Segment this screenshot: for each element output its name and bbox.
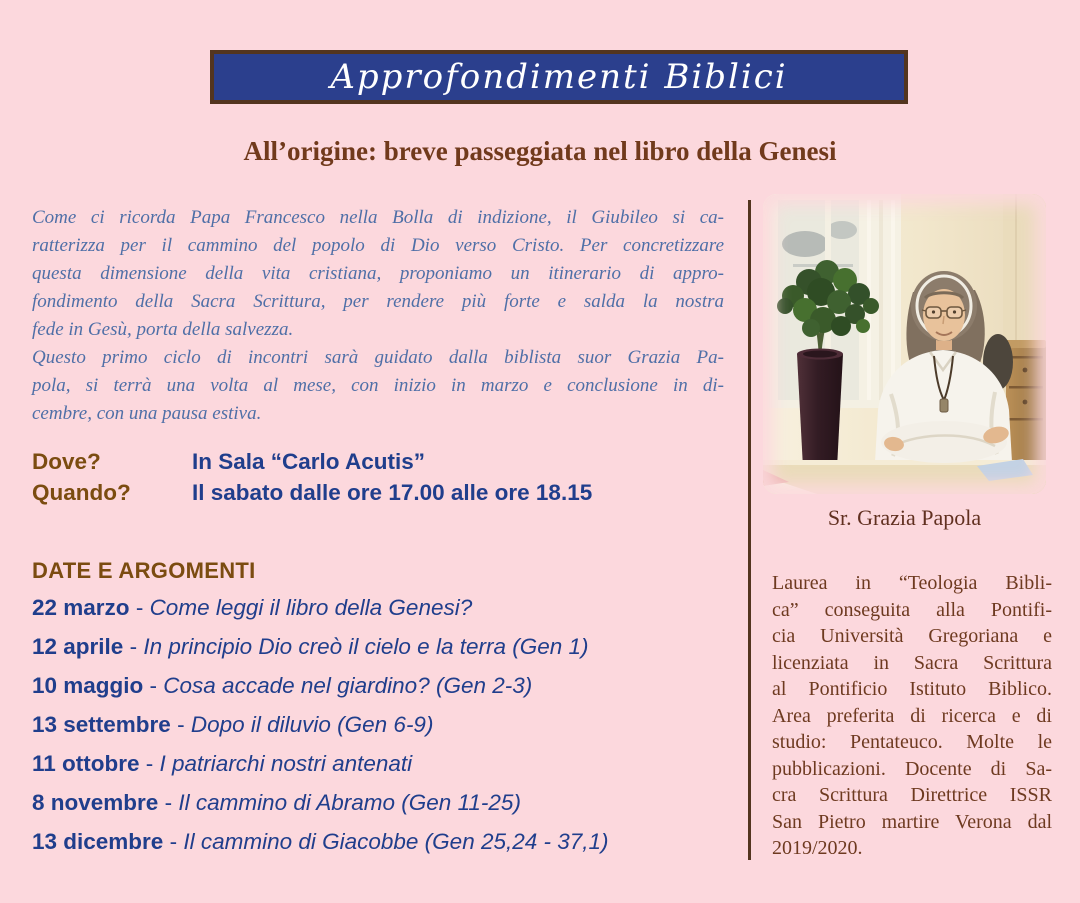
schedule-item-date: 22 marzo	[32, 595, 130, 620]
schedule-item-date: 8 novembre	[32, 790, 159, 815]
schedule-item-topic: Cosa accade nel giardino? (Gen 2-3)	[163, 673, 533, 698]
intro-text	[32, 204, 724, 428]
intro-line: cembre, con una pausa estiva.	[32, 403, 262, 424]
schedule-item-topic: Il cammino di Abramo (Gen 11-25)	[178, 790, 521, 815]
intro-line: fondimento della Sacra Scrittura, per rendere più forte e salda la nostra	[32, 291, 724, 312]
banner	[210, 50, 908, 104]
intro-line: ratterizza per il cammino del popolo di Dio verso Cristo. Per concretizzare	[32, 235, 724, 256]
schedule-item	[32, 588, 732, 627]
bio-line: cia Università Gregoriana e	[772, 625, 1052, 647]
vertical-divider	[748, 200, 751, 860]
schedule-item-date: 13 settembre	[32, 712, 171, 737]
schedule-item	[32, 744, 732, 783]
info-label: Dove?	[32, 448, 101, 474]
bio-line: pubblicazioni. Docente di Sa-	[772, 757, 1052, 780]
schedule-item-separator: -	[139, 751, 160, 776]
schedule-item	[32, 705, 732, 744]
bio-line: Laurea in “Teologia Bibli-	[772, 572, 1052, 594]
schedule-item-date: 10 maggio	[32, 673, 144, 698]
photo-caption: Sr. Grazia Papola	[827, 505, 982, 530]
schedule-item-date: 12 aprile	[32, 634, 124, 659]
schedule-list	[32, 588, 732, 861]
intro-line: pola, si terrà una volta al mese, con inizio in marzo e conclusione in di-	[32, 375, 724, 396]
bio-line: studio: Pentateuco. Molte le	[772, 731, 1052, 753]
intro-line: fede in Gesù, porta della salvezza.	[32, 319, 294, 340]
schedule-item-separator: -	[158, 790, 179, 815]
banner-title: Approfondimenti Biblici	[330, 57, 788, 97]
bio-line: al Pontificio Istituto Biblico.	[772, 678, 1052, 700]
schedule-item-separator: -	[123, 634, 144, 659]
schedule-item-separator: -	[170, 712, 191, 737]
schedule-item-topic: Dopo il diluvio (Gen 6-9)	[190, 712, 434, 737]
info-row	[32, 477, 592, 508]
schedule-item	[32, 783, 732, 822]
info-value: In Sala “Carlo Acutis”	[192, 448, 425, 474]
schedule-item-topic: Come leggi il libro della Genesi?	[149, 595, 473, 620]
schedule-item	[32, 627, 732, 666]
speaker-photo-illustration	[763, 194, 1046, 494]
schedule-heading: DATE E ARGOMENTI	[32, 558, 256, 583]
bio-line: licenziata in Sacra Scrittura	[772, 651, 1052, 674]
schedule-item-separator: -	[143, 673, 164, 698]
schedule-item	[32, 666, 732, 705]
speaker-photo	[763, 194, 1046, 494]
schedule-item-topic: I patriarchi nostri antenati	[159, 751, 413, 776]
schedule-item-separator: -	[129, 595, 150, 620]
schedule-item-date: 13 dicembre	[32, 829, 164, 854]
info-value: Il sabato dalle ore 17.00 alle ore 18.15	[192, 479, 593, 505]
intro-line: Questo primo ciclo di incontri sarà guidato dalla biblista suor Grazia Pa-	[32, 347, 724, 368]
schedule-item	[32, 822, 732, 861]
schedule-item-separator: -	[163, 829, 184, 854]
schedule-item-topic: In principio Dio creò il cielo e la terra (Gen 1)	[143, 634, 589, 659]
bio-line: ca” conseguita alla Pontifi-	[772, 598, 1052, 621]
speaker-bio	[772, 570, 1052, 862]
bio-line: San Pietro martire Verona dal	[772, 810, 1052, 833]
schedule-item-topic: Il cammino di Giacobbe (Gen 25,24 - 37,1)	[183, 829, 609, 854]
bio-line: Area preferita di ricerca e di	[772, 704, 1052, 727]
info-block	[32, 446, 592, 508]
schedule-item-date: 11 ottobre	[32, 751, 140, 776]
info-label: Quando?	[32, 479, 131, 505]
bio-line: 2019/2020.	[772, 837, 863, 859]
bio-line: cra Scrittura Direttrice ISSR	[772, 784, 1052, 806]
intro-line: Come ci ricorda Papa Francesco nella Bolla di indizione, il Giubileo si ca-	[32, 207, 724, 228]
intro-line: questa dimensione della vita cristiana, proponiamo un itinerario di appro-	[32, 263, 724, 284]
info-row	[32, 446, 592, 477]
page-title: All’origine: breve passeggiata nel libro della Genesi	[243, 136, 837, 166]
